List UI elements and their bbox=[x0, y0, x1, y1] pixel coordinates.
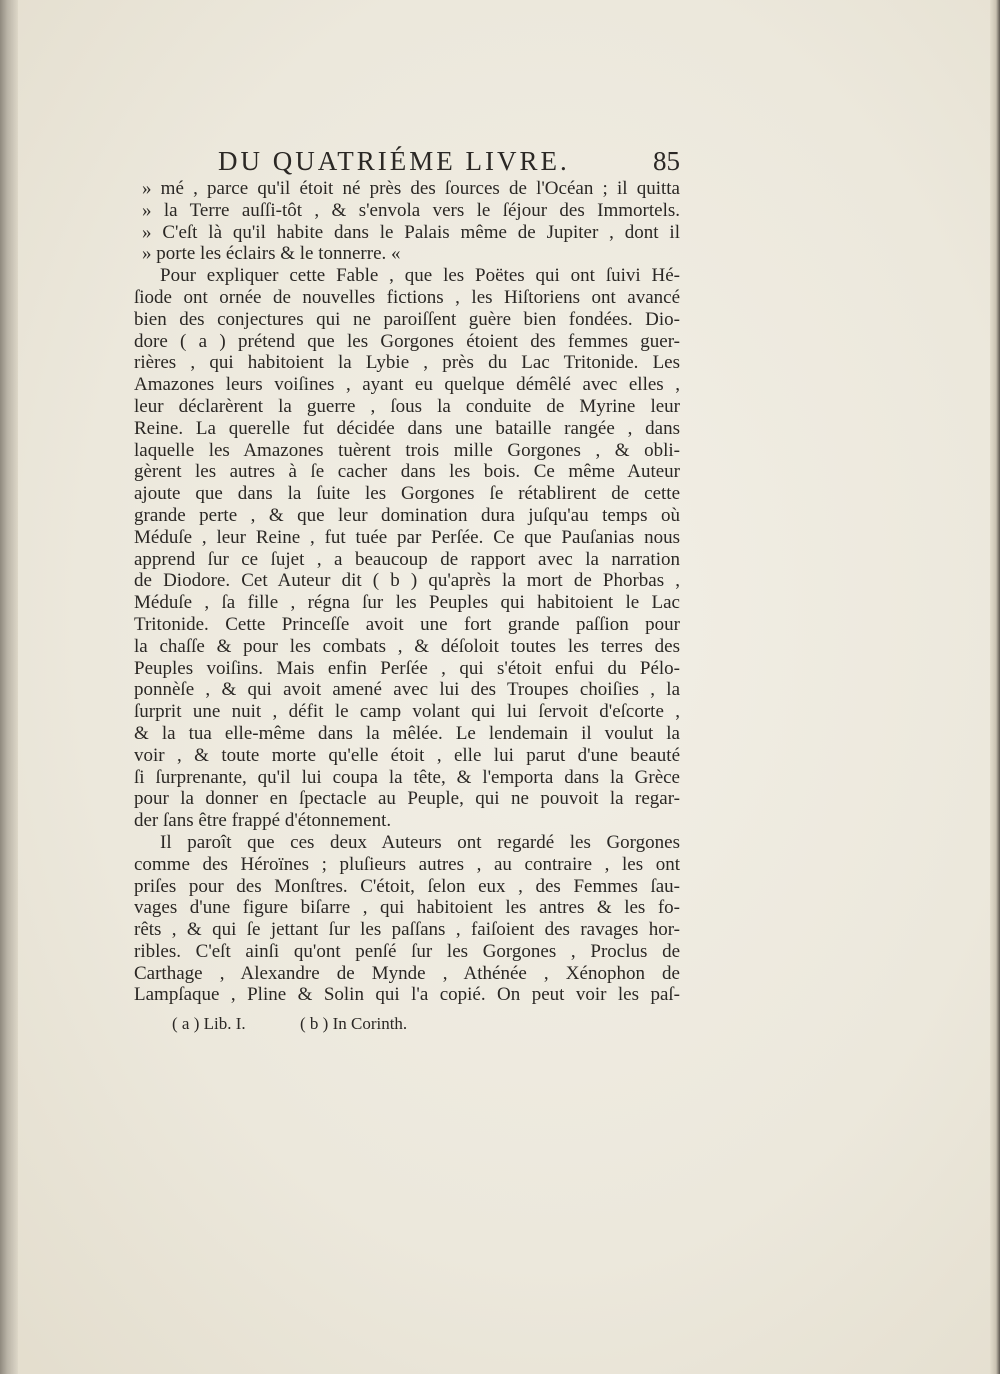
text-line: apprend ſur ce ſujet , a beaucoup de rapport avec la narration bbox=[134, 548, 680, 570]
text-line: ſiode ont ornée de nouvelles fictions , les Hiſtoriens ont avancé bbox=[134, 286, 680, 308]
text-line: rêts , & qui ſe jettant ſur les paſſans , faiſoient des ravages hor- bbox=[134, 919, 680, 941]
text-line: ſi ſurprenante, qu'il lui coupa la tête, & l'emporta dans la Grèce bbox=[134, 766, 680, 788]
text-line: der ſans être frappé d'étonnement. bbox=[134, 810, 392, 832]
text-line: Lampſaque , Pline & Solin qui l'a copié. On peut voir les paſ- bbox=[134, 984, 680, 1006]
text-line: Reine. La querelle fut décidée dans une bataille rangée , dans bbox=[134, 417, 680, 439]
text-line: laquelle les Amazones tuèrent trois mille Gorgones , & obli- bbox=[134, 439, 680, 461]
text-line: la chaſſe & pour les combats , & déſoloit toutes les terres des bbox=[134, 635, 680, 657]
text-line: ponnèſe , & qui avoit amené avec lui des Troupes choiſies , la bbox=[134, 679, 680, 701]
text-line: Tritonide. Cette Princeſſe avoit une fort grande paſſion pour bbox=[134, 613, 680, 635]
text-line: ajoute que dans la ſuite les Gorgones ſe rétablirent de cette bbox=[134, 483, 680, 505]
footnotes bbox=[172, 1014, 472, 1038]
text-line: » C'eſt là qu'il habite dans le Palais même de Jupiter , dont il bbox=[142, 221, 680, 243]
text-line: bien des conjectures qui ne paroiſſent guère bien fondées. Dio- bbox=[134, 308, 680, 330]
running-header bbox=[218, 146, 680, 180]
text-line: Méduſe , ſa fille , régna ſur les Peuples qui habitoient le Lac bbox=[134, 592, 680, 614]
text-line: priſes pour des Monſtres. C'étoit, ſelon eux , des Femmes ſau- bbox=[134, 875, 680, 897]
text-line: Pour expliquer cette Fable , que les Poëtes qui ont ſuivi Hé- bbox=[160, 265, 680, 287]
text-line: rières , qui habitoient la Lybie , près du Lac Tritonide. Les bbox=[134, 352, 680, 374]
text-line: de Diodore. Cet Auteur dit ( b ) qu'après la mort de Phorbas , bbox=[134, 570, 680, 592]
body-text bbox=[134, 178, 680, 1006]
text-line: Méduſe , leur Reine , fut tuée par Perſée. Ce que Pauſanias nous bbox=[134, 526, 680, 548]
text-line: pour la donner en ſpectacle au Peuple, qui ne pouvoit la regar- bbox=[134, 788, 680, 810]
text-line: grande perte , & que leur domination dura juſqu'au temps où bbox=[134, 504, 680, 526]
page-edge bbox=[990, 0, 1000, 1374]
text-line: Peuples voiſins. Mais enfin Perſée , qui s'étoit enfui du Pélo- bbox=[134, 657, 680, 679]
text-line: & la tua elle-même dans la mêlée. Le lendemain il voulut la bbox=[134, 722, 680, 744]
page-number: 85 bbox=[653, 146, 680, 176]
text-line: dore ( a ) prétend que les Gorgones étoient des femmes guer- bbox=[134, 330, 680, 352]
text-line: » mé , parce qu'il étoit né près des ſources de l'Océan ; il quitta bbox=[142, 178, 680, 199]
binding-gutter bbox=[0, 0, 18, 1374]
text-line: Il paroît que ces deux Auteurs ont regardé les Gorgones bbox=[160, 831, 680, 853]
text-line: Amazones leurs voiſines , ayant eu quelque démêlé avec elles , bbox=[134, 374, 680, 396]
running-title: DU QUATRIÉME LIVRE. bbox=[218, 146, 570, 176]
text-line: leur déclarèrent la guerre , ſous la conduite de Myrine leur bbox=[134, 395, 680, 417]
text-line: » la Terre auſſi-tôt , & s'envola vers le ſéjour des Immortels. bbox=[142, 199, 680, 221]
text-line: comme des Héroïnes ; pluſieurs autres , au contraire , les ont bbox=[134, 853, 680, 875]
text-line: voir , & toute morte qu'elle étoit , elle lui parut d'une beauté bbox=[134, 744, 680, 766]
text-line: ſurprit une nuit , défit le camp volant qui lui ſervoit d'eſcorte , bbox=[134, 701, 680, 723]
text-line: gèrent les autres à ſe cacher dans les bois. Ce même Auteur bbox=[134, 461, 680, 483]
text-line: Carthage , Alexandre de Mynde , Athénée , Xénophon de bbox=[134, 962, 680, 984]
text-line: vages d'une figure biſarre , qui habitoient les antres & les fo- bbox=[134, 897, 680, 919]
text-line: ribles. C'eſt ainſi qu'ont penſé ſur les Gorgones , Proclus de bbox=[134, 940, 680, 962]
text-line: » porte les éclairs & le tonnerre. « bbox=[142, 243, 401, 265]
footnote-a: ( a ) Lib. I. bbox=[172, 1014, 246, 1033]
footnote-b: ( b ) In Corinth. bbox=[300, 1014, 408, 1033]
